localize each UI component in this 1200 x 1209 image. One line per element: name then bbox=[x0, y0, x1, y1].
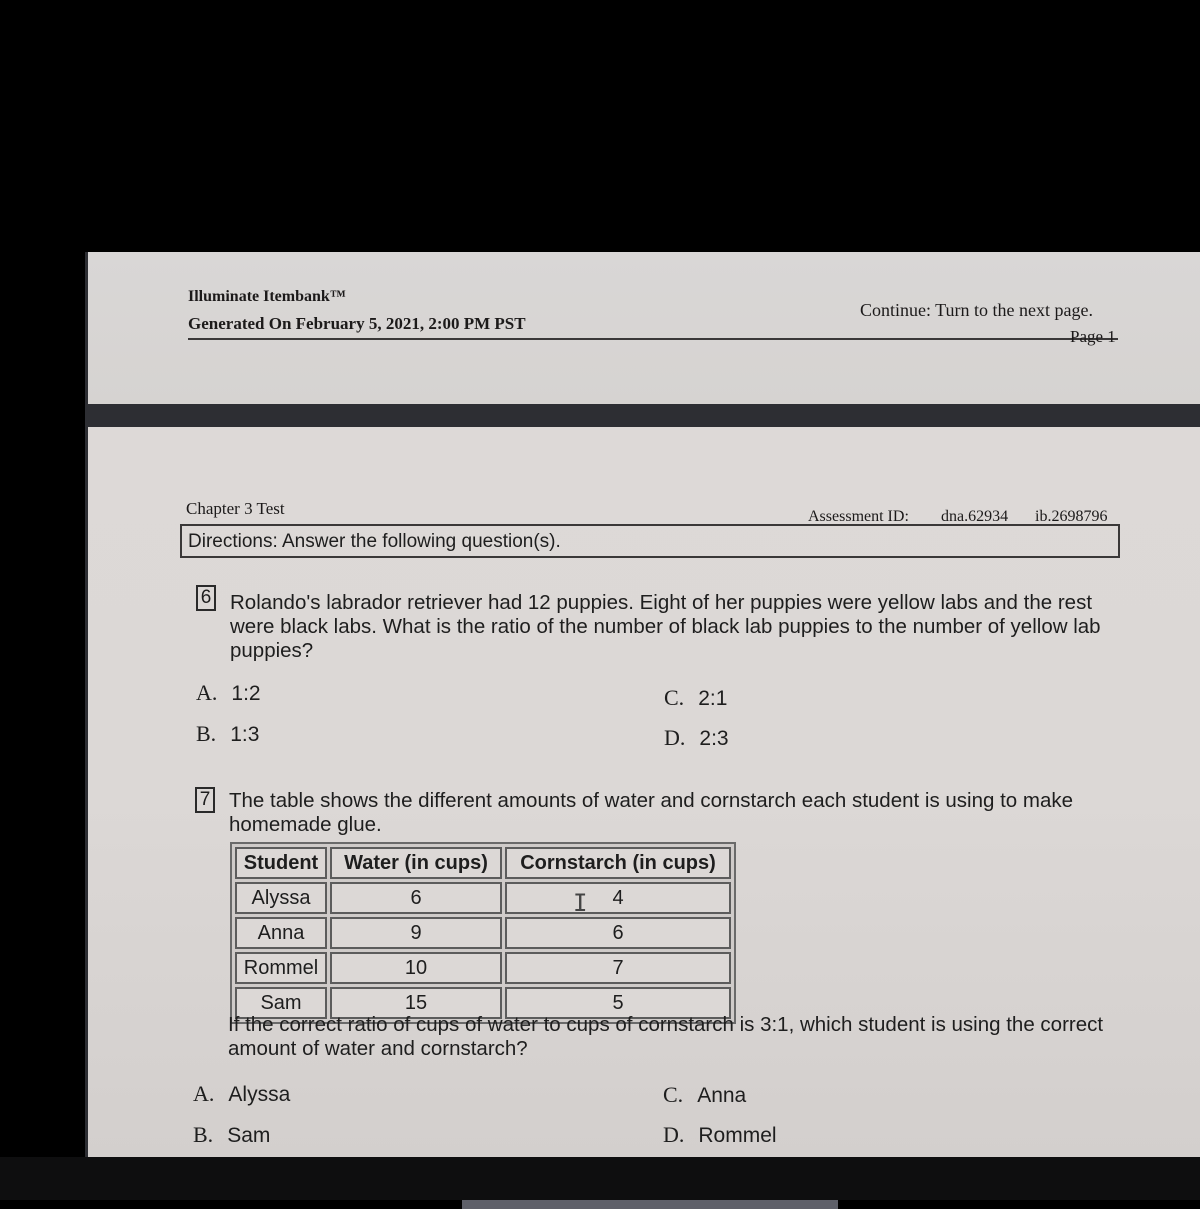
choice-letter: C. bbox=[664, 685, 685, 710]
assessment-id-label: Assessment ID: bbox=[808, 508, 909, 525]
q7-choice-d[interactable] bbox=[663, 1122, 777, 1148]
question-7-intro: The table shows the different amounts of water and cornstarch each student is using to make homemade glue. bbox=[229, 789, 1074, 836]
glue-table bbox=[230, 842, 736, 1024]
table-cell: Alyssa bbox=[235, 882, 327, 914]
brand-label: Illuminate Itembank™ bbox=[188, 288, 346, 305]
choice-text: Rommel bbox=[698, 1124, 777, 1147]
table-cell: 9 bbox=[330, 917, 502, 949]
table-header: Water (in cups) bbox=[330, 847, 502, 879]
page-2 bbox=[88, 427, 1200, 1157]
table-cell: 6 bbox=[505, 917, 731, 949]
choice-text: Sam bbox=[227, 1124, 271, 1147]
q7-choice-a[interactable] bbox=[193, 1081, 290, 1107]
q6-choice-c[interactable] bbox=[664, 685, 727, 711]
table-header: Cornstarch (in cups) bbox=[505, 847, 731, 879]
table-cell: 6 bbox=[330, 882, 502, 914]
q6-choice-a[interactable] bbox=[196, 680, 261, 706]
choice-text: 2:3 bbox=[699, 727, 729, 750]
table-row bbox=[235, 952, 731, 984]
choice-text: Alyssa bbox=[228, 1083, 291, 1106]
generated-date: Generated On February 5, 2021, 2:00 PM PST bbox=[188, 314, 526, 333]
table-header-row bbox=[235, 847, 731, 879]
choice-text: 2:1 bbox=[698, 687, 728, 710]
choice-letter: B. bbox=[193, 1122, 214, 1147]
pdf-viewer-screen bbox=[85, 252, 1200, 1157]
question-6-text: Rolando's labrador retriever had 12 puppies. Eight of her puppies were yellow labs and the rest were black labs. What is the ratio of the number of black lab puppies to the number of yellow lab puppies? bbox=[230, 591, 1101, 662]
table-cell: 7 bbox=[505, 952, 731, 984]
test-title: Chapter 3 Test bbox=[186, 499, 285, 518]
table-header: Student bbox=[235, 847, 327, 879]
footer-rule bbox=[188, 338, 1118, 340]
q7-choice-c[interactable] bbox=[663, 1082, 746, 1108]
directions-text: Directions: Answer the following question(s). bbox=[188, 531, 561, 552]
table-row bbox=[235, 882, 731, 914]
page-number-label: Page 1 bbox=[1070, 327, 1116, 346]
choice-letter: B. bbox=[196, 721, 217, 746]
choice-letter: D. bbox=[664, 725, 686, 750]
choice-letter: A. bbox=[196, 680, 218, 705]
question-6-number: 6 bbox=[196, 585, 216, 611]
q6-choice-d[interactable] bbox=[664, 725, 729, 751]
text-cursor-icon: I bbox=[573, 889, 588, 917]
choice-letter: A. bbox=[193, 1081, 215, 1106]
table-cell: 15 bbox=[330, 987, 502, 1019]
question-7-text: If the correct ratio of cups of water to cups of cornstarch is 3:1, which student is using the correct amount of water and cornstarch? bbox=[228, 1013, 1104, 1060]
monitor-bezel bbox=[0, 1157, 1200, 1200]
table-cell: 10 bbox=[330, 952, 502, 984]
choice-text: 1:2 bbox=[231, 682, 261, 705]
assessment-id-ib: ib.2698796 bbox=[1035, 508, 1108, 525]
table-cell: Sam bbox=[235, 987, 327, 1019]
page-1-footer bbox=[88, 252, 1200, 404]
table-cell: Rommel bbox=[235, 952, 327, 984]
q6-choice-b[interactable] bbox=[196, 721, 259, 747]
assessment-id-dna: dna.62934 bbox=[941, 508, 1009, 525]
choice-letter: D. bbox=[663, 1122, 685, 1147]
choice-text: 1:3 bbox=[230, 723, 260, 746]
question-7-number: 7 bbox=[195, 787, 215, 813]
choice-letter: C. bbox=[663, 1082, 684, 1107]
continue-note: Continue: Turn to the next page. bbox=[860, 300, 1093, 320]
directions-box bbox=[180, 524, 1120, 558]
table-cell: Anna bbox=[235, 917, 327, 949]
table-cell: 4 bbox=[505, 882, 731, 914]
table-cell: 5 bbox=[505, 987, 731, 1019]
q7-choice-b[interactable] bbox=[193, 1122, 270, 1148]
choice-text: Anna bbox=[697, 1084, 747, 1107]
table-row bbox=[235, 917, 731, 949]
